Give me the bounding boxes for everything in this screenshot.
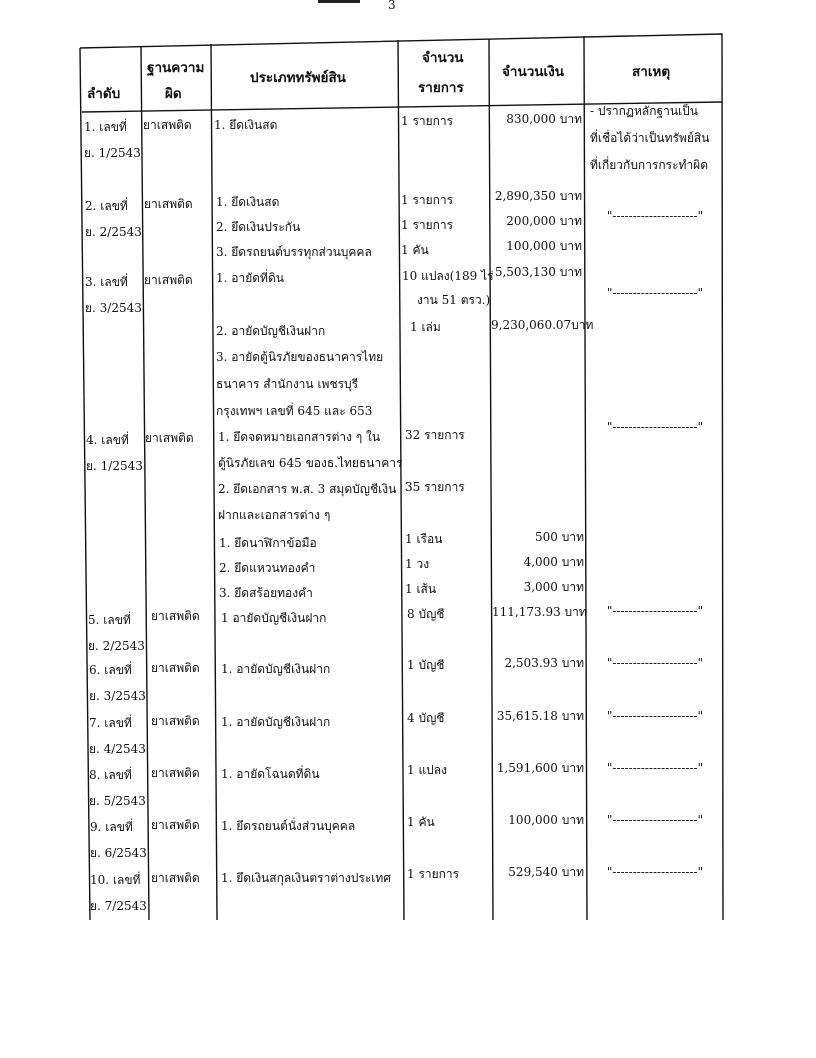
amount-cell: 200,000 บาท [506,214,582,228]
case-10-no: 10. เลขที่ [90,873,141,887]
case-2-offense: ยาเสพติด [144,197,193,211]
case-1-offense: ยาเสพติด [143,118,192,132]
header-amount: จำนวนเงิน [502,64,564,80]
remark-ditto: "---------------------" [606,420,704,434]
case-4-offense: ยาเสพติด [145,431,194,445]
case-3-offense: ยาเสพติด [144,273,193,287]
case-6-ref: ย. 3/2543 [89,689,146,703]
count-cell: 1 เส้น [405,582,437,596]
remark-main-line1: - ปรากฏหลักฐานเป็น [590,104,699,118]
asset-cell: 3. ยึดรถยนต์บรรทุกส่วนบุคคล [216,245,372,259]
header-remark: สาเหตุ [632,64,671,80]
amount-cell: 5,503,130 บาท [494,265,582,279]
count-cell: 1 คัน [401,243,429,257]
header-offense-line2: ผิด [165,86,182,102]
asset-cell-line3: กรุงเทพฯ เลขที่ 645 และ 653 [216,404,373,418]
amount-cell: 3,000 บาท [523,580,584,594]
case-1-no: 1. เลขที่ [84,120,127,134]
case-7-no: 7. เลขที่ [89,716,132,730]
asset-cell-line2: ตู้นิรภัยเลข 645 ของธ.ไทยธนาคาร [218,456,403,470]
header-asset-type: ประเภททรัพย์สิน [250,70,346,86]
case-3-ref: ย. 3/2543 [85,301,142,315]
asset-cell: 1. ยึดนาฬิกาข้อมือ [219,536,317,550]
case-8-offense: ยาเสพติด [151,766,200,780]
asset-cell: 1. ยึดจดหมายเอกสารต่าง ๆ ใน [218,430,381,444]
amount-cell: 100,000 บาท [506,239,582,253]
count-cell: 4 บัญชี [407,711,445,725]
count-cell: 1 เล่ม [410,320,441,334]
amount-cell: 2,503.93 บาท [504,656,584,670]
header-offense-line1: ฐานความ [147,60,205,76]
remark-ditto: "---------------------" [606,813,704,827]
asset-cell: 1 อายัดบัญชีเงินฝาก [221,611,327,625]
remark-ditto: "---------------------" [606,761,704,775]
case-2-no: 2. เลขที่ [85,199,128,213]
case-2-ref: ย. 2/2543 [85,225,142,239]
count-cell: 1 บัญชี [407,658,445,672]
count-cell: 1 รายการ [407,867,460,881]
case-4-no: 4. เลขที่ [86,433,129,447]
asset-cell: 1. ยึดเงินสด [214,118,278,132]
asset-cell: 1. อายัดโฉนดที่ดิน [221,767,320,781]
asset-cell: 1. อายัดที่ดิน [216,271,284,285]
count-cell: 1 เรือน [405,532,443,546]
count-cell: 1 รายการ [401,218,454,232]
amount-cell: 111,173.93 บาท [492,605,587,619]
count-cell: 1 วง [405,557,430,571]
amount-cell: 4,000 บาท [523,555,584,569]
remark-main-line2: ที่เชื่อได้ว่าเป็นทรัพย์สิน [590,131,710,145]
asset-cell: 2. ยึดเงินประกัน [216,220,301,234]
case-1-ref: ย. 1/2543 [84,146,141,160]
case-5-offense: ยาเสพติด [151,609,200,623]
amount-cell: 830,000 บาท [506,112,582,126]
count-cell-line2: งาน 51 ตรว.) [417,293,491,307]
amount-cell: 9,230,060.07บาท [491,318,594,332]
header-order: ลำดับ [87,86,121,102]
count-cell: 1 คัน [407,815,435,829]
header-count-line1: จำนวน [422,50,464,66]
case-6-offense: ยาเสพติด [151,661,200,675]
case-7-offense: ยาเสพติด [151,714,200,728]
page-number: 3 [388,0,396,12]
amount-cell: 35,615.18 บาท [496,709,584,723]
asset-cell: 1. อายัดบัญชีเงินฝาก [221,662,331,676]
case-4-ref: ย. 1/2543 [86,459,143,473]
asset-cell: 1. ยึดเงินสกุลเงินตราต่างประเทศ [221,871,391,885]
amount-cell: 100,000 บาท [508,813,584,827]
case-6-no: 6. เลขที่ [89,663,132,677]
count-cell: 1 แปลง [407,763,448,777]
remark-ditto: "---------------------" [606,709,704,723]
amount-cell: 500 บาท [535,530,584,544]
asset-cell: 2. ยึดแหวนทองคำ [219,561,316,575]
count-cell: 10 แปลง(189 ไร่ [402,269,494,283]
asset-cell: 2. ยึดเอกสาร พ.ส. 3 สมุดบัญชีเงิน [218,482,397,496]
case-9-ref: ย. 6/2543 [90,846,147,860]
count-cell: 32 รายการ [405,428,465,442]
count-cell: 1 รายการ [401,114,454,128]
remark-ditto: "---------------------" [606,209,704,223]
asset-cell: 3. อายัดตู้นิรภัยของธนาคารไทย [216,350,384,364]
asset-cell-line2: ฝากและเอกสารต่าง ๆ [218,508,331,522]
count-cell: 8 บัญชี [407,607,445,621]
asset-cell: 1. อายัดบัญชีเงินฝาก [221,715,331,729]
asset-cell-line2: ธนาคาร สำนักงาน เพชรบุรี [216,377,359,391]
case-10-ref: ย. 7/2543 [90,899,147,913]
asset-cell: 3. ยึดสร้อยทองคำ [219,586,313,600]
case-8-no: 8. เลขที่ [89,768,132,782]
remark-ditto: "---------------------" [606,656,704,670]
remark-main-line3: ที่เกี่ยวกับการกระทำผิด [590,158,709,172]
case-10-offense: ยาเสพติด [151,871,200,885]
remark-ditto: "---------------------" [606,865,704,879]
remark-ditto: "---------------------" [606,604,704,618]
asset-cell: 2. อายัดบัญชีเงินฝาก [216,324,326,338]
count-cell: 35 รายการ [405,480,465,494]
amount-cell: 1,591,600 บาท [496,761,584,775]
case-7-ref: ย. 4/2543 [89,742,146,756]
case-5-no: 5. เลขที่ [88,613,131,627]
remark-ditto: "---------------------" [606,286,704,300]
case-8-ref: ย. 5/2543 [89,794,146,808]
case-9-offense: ยาเสพติด [151,818,200,832]
asset-cell: 1. ยึดเงินสด [216,195,280,209]
amount-cell: 529,540 บาท [508,865,584,879]
case-9-no: 9. เลขที่ [90,820,133,834]
header-count-line2: รายการ [418,80,464,96]
count-cell: 1 รายการ [401,193,454,207]
asset-cell: 1. ยึดรถยนต์นั่งส่วนบุคคล [221,819,356,833]
case-3-no: 3. เลขที่ [85,275,128,289]
amount-cell: 2,890,350 บาท [494,189,582,203]
case-5-ref: ย. 2/2543 [88,639,145,653]
